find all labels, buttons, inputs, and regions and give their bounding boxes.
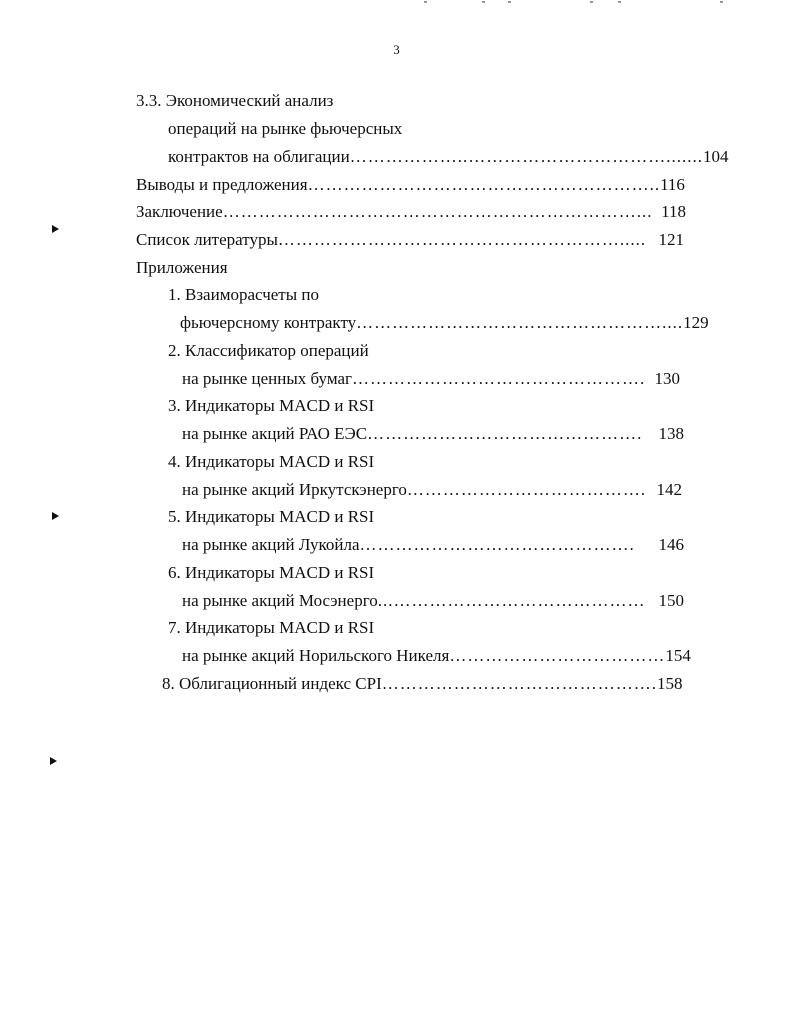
toc-entry-appendix-4-cont <box>182 477 682 503</box>
toc-entry-appendices <box>136 255 436 281</box>
toc-entry-appendix-7-cont <box>182 643 691 669</box>
toc-entry-appendix-5-cont <box>182 532 684 558</box>
toc-leader-dots: ……………………………… <box>449 646 666 665</box>
toc-entry-text: на рынке акций РАО ЕЭС <box>182 424 368 443</box>
toc-entry-3-3-cont2 <box>168 144 729 170</box>
margin-arrow-icon <box>52 512 59 520</box>
toc-entry-conclusions <box>136 172 685 198</box>
toc-page-number: 150 <box>658 591 684 610</box>
toc-leader-dots: ………………………………………………….. <box>307 175 661 194</box>
toc-entry-text: на рынке акций Лукойла <box>182 535 360 554</box>
toc-entry-appendix-6-cont <box>182 588 684 614</box>
toc-entry-text: Приложения <box>136 258 228 277</box>
toc-entry-text: Выводы и предложения <box>136 175 308 194</box>
toc-page-number: 146 <box>658 535 684 554</box>
toc-entry-text: 2. Классификатор операций <box>168 341 369 360</box>
toc-leader-dots: ………………………………………. <box>367 424 643 443</box>
toc-entry-appendix-7 <box>168 615 568 641</box>
toc-entry-summary <box>136 199 686 225</box>
toc-leader-dots: ………………..……………………………....... <box>349 147 703 166</box>
toc-entry-appendix-5 <box>168 504 568 530</box>
toc-page-number: 138 <box>658 424 684 443</box>
toc-entry-3-3-cont1 <box>168 116 688 142</box>
toc-page-number: 142 <box>656 480 682 499</box>
toc-leader-dots: ……………………………………………………………... <box>222 202 653 221</box>
toc-entry-text: 1. Взаиморасчеты по <box>168 285 319 304</box>
toc-page-number: 104 <box>702 147 729 166</box>
toc-entry-text: операций на рынке фьючерсных <box>168 119 403 138</box>
toc-entry-text: на рынке акций Норильского Никеля <box>182 646 450 665</box>
toc-entry-appendix-4 <box>168 449 568 475</box>
toc-entry-appendix-3 <box>168 393 568 419</box>
page-number: 3 <box>393 42 400 57</box>
toc-entry-text: фьючерсному контракту <box>180 313 357 332</box>
toc-page-number: 129 <box>683 313 709 332</box>
toc-leader-dots: …………………………………………….... <box>356 313 684 332</box>
toc-page-number: 116 <box>660 175 685 194</box>
toc-leader-dots: …………………………………. <box>406 480 647 499</box>
toc-entry-text: 6. Индикаторы MACD и RSI <box>168 563 375 582</box>
toc-leader-dots: ...…………………………………… <box>377 591 646 610</box>
toc-page-number: 154 <box>665 646 691 665</box>
toc-entry-text: 3. Индикаторы MACD и RSI <box>168 396 375 415</box>
toc-entry-appendix-8 <box>162 671 682 697</box>
toc-page-number: 118 <box>661 202 686 221</box>
toc-leader-dots: …………………………………………………..... <box>277 230 647 249</box>
toc-entry-appendix-3-cont <box>182 421 684 447</box>
toc-entry-appendix-1-cont <box>180 310 709 336</box>
toc-entry-text: Заключение <box>136 202 223 221</box>
toc-leader-dots: ………………………………………. <box>381 674 657 693</box>
toc-entry-appendix-6 <box>168 560 568 586</box>
toc-page-number: 121 <box>658 230 684 249</box>
toc-entry-text: Список литературы <box>136 230 278 249</box>
margin-arrow-icon <box>50 757 57 765</box>
toc-leader-dots: ………………………………………. <box>359 535 635 554</box>
margin-arrow-icon <box>52 225 59 233</box>
toc-entry-references <box>136 227 684 253</box>
toc-page-number: 158 <box>657 674 683 693</box>
toc-entry-text: 5. Индикаторы MACD и RSI <box>168 507 375 526</box>
toc-entry-appendix-1 <box>168 282 568 308</box>
toc-entry-text: 3.3. Экономический анализ <box>136 91 334 110</box>
toc-entry-text: 7. Индикаторы MACD и RSI <box>168 618 375 637</box>
toc-entry-3-3-title <box>136 88 696 114</box>
toc-entry-text: на рынке акций Мосэнерго <box>182 591 378 610</box>
toc-page-number: 130 <box>654 369 680 388</box>
toc-entry-text: 4. Индикаторы MACD и RSI <box>168 452 375 471</box>
toc-entry-text: на рынке ценных бумаг <box>182 369 352 388</box>
toc-entry-text: 8. Облигационный индекс CPI <box>162 674 382 693</box>
scan-marks <box>420 0 760 6</box>
toc-entry-text: контрактов на облигации <box>168 147 350 166</box>
toc-entry-appendix-2 <box>168 338 568 364</box>
toc-leader-dots: …………………………………………. <box>352 369 646 388</box>
toc-entry-appendix-2-cont <box>182 366 680 392</box>
toc-entry-text: на рынке акций Иркутскэнерго <box>182 480 407 499</box>
